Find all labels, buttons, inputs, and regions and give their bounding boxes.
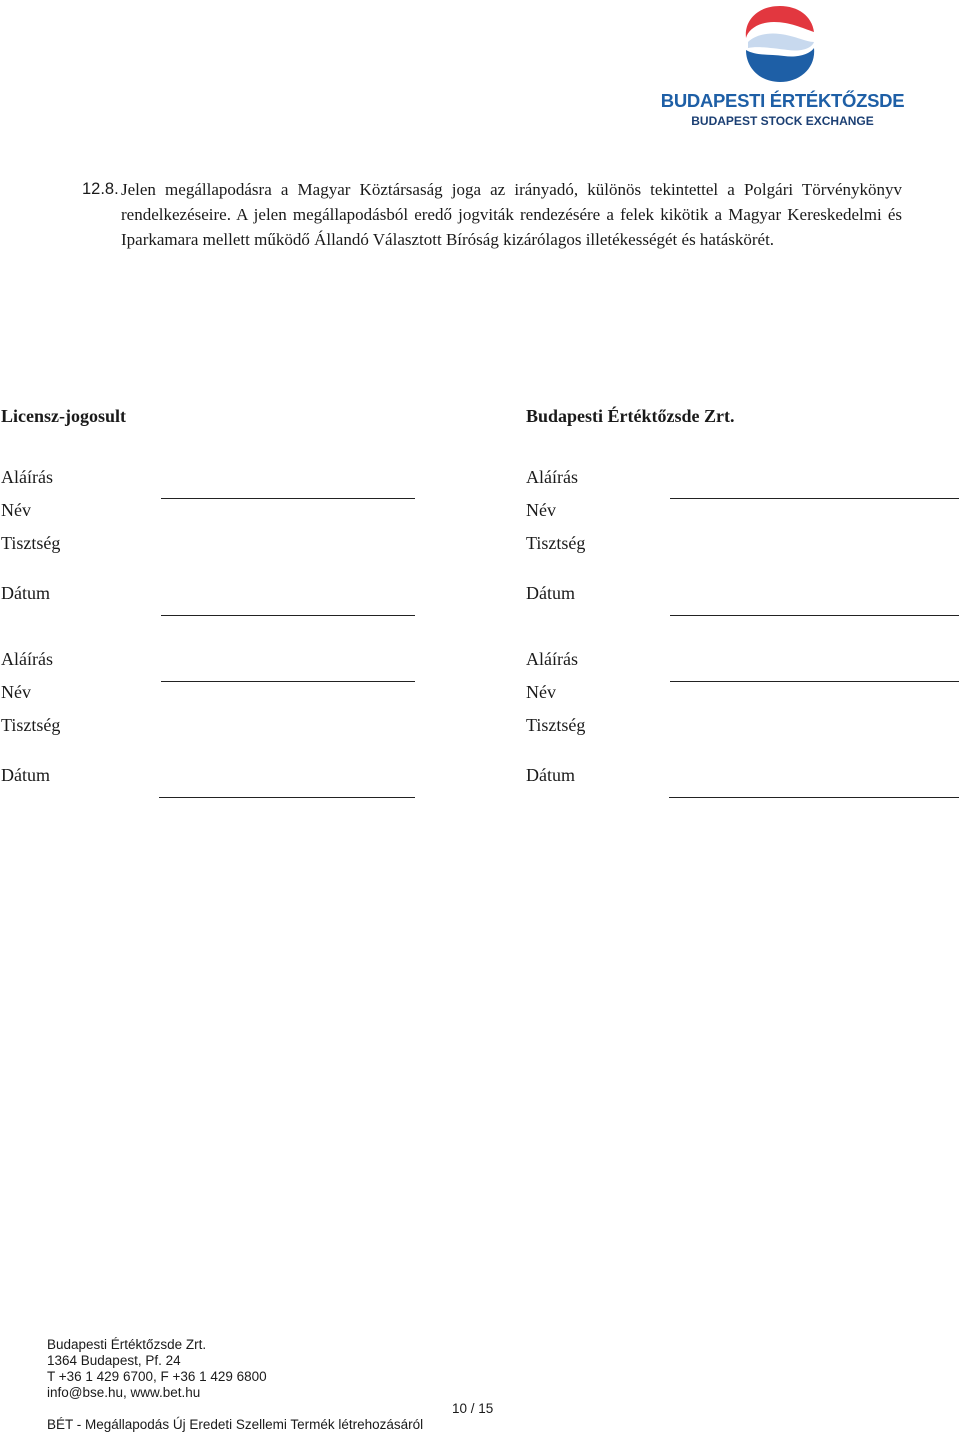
clause-text: Jelen megállapodásra a Magyar Köztársaság joga az irányadó, különös tekintettel a Polgári Törvénykönyv rendelkezéseire. A jelen megállapodásból eredő jogviták rendezésére a felek kikötik a Magyar Kereskedelmi és Iparkamara mellett működő Állandó Választott Bíróság kizárólagos illetékességét és hatáskörét. [121, 180, 902, 249]
clause-12-8 [82, 177, 902, 252]
footer-address: 1364 Budapest, Pf. 24 [47, 1353, 181, 1368]
right-date-line-1[interactable] [670, 615, 959, 616]
left-date-line-2[interactable] [159, 797, 415, 798]
left-date-label-2: Dátum [1, 765, 50, 785]
left-name-label-1: Név [1, 500, 31, 520]
left-name-label-2: Név [1, 682, 31, 702]
footer-document-title: BÉT - Megállapodás Új Eredeti Szellemi Termék létrehozásáról [47, 1417, 424, 1432]
left-signature-line-2[interactable] [161, 681, 415, 682]
bet-logo [660, 0, 910, 135]
left-signature-line-1[interactable] [161, 498, 415, 499]
left-position-label-1: Tisztség [1, 533, 61, 553]
licensee-heading: Licensz-jogosult [1, 406, 126, 426]
left-signature-label-1: Aláírás [1, 467, 53, 487]
right-signature-line-1[interactable] [670, 498, 959, 499]
left-date-line-1[interactable] [161, 615, 415, 616]
footer-phone: T +36 1 429 6700, F +36 1 429 6800 [47, 1369, 267, 1384]
footer-contact: info@bse.hu, www.bet.hu [47, 1385, 201, 1400]
logo-subtitle: BUDAPEST STOCK EXCHANGE [691, 114, 874, 128]
right-date-label-2: Dátum [526, 765, 575, 785]
footer-company: Budapesti Értéktőzsde Zrt. [47, 1337, 207, 1352]
right-signature-line-2[interactable] [670, 681, 959, 682]
page-number: 10 / 15 [452, 1401, 494, 1416]
bse-heading: Budapesti Értéktőzsde Zrt. [526, 406, 735, 426]
right-date-line-2[interactable] [669, 797, 959, 798]
right-name-label-2: Név [526, 682, 556, 702]
logo-title: BUDAPESTI ÉRTÉKTŐZSDE [660, 90, 905, 111]
right-signature-label-2: Aláírás [526, 649, 578, 669]
right-name-label-1: Név [526, 500, 556, 520]
right-position-label-2: Tisztség [526, 715, 586, 735]
clause-number: 12.8. [82, 180, 119, 198]
bet-logo-icon [740, 2, 820, 84]
right-position-label-1: Tisztség [526, 533, 586, 553]
left-date-label-1: Dátum [1, 583, 50, 603]
left-position-label-2: Tisztség [1, 715, 61, 735]
right-signature-label-1: Aláírás [526, 467, 578, 487]
left-signature-label-2: Aláírás [1, 649, 53, 669]
right-date-label-1: Dátum [526, 583, 575, 603]
